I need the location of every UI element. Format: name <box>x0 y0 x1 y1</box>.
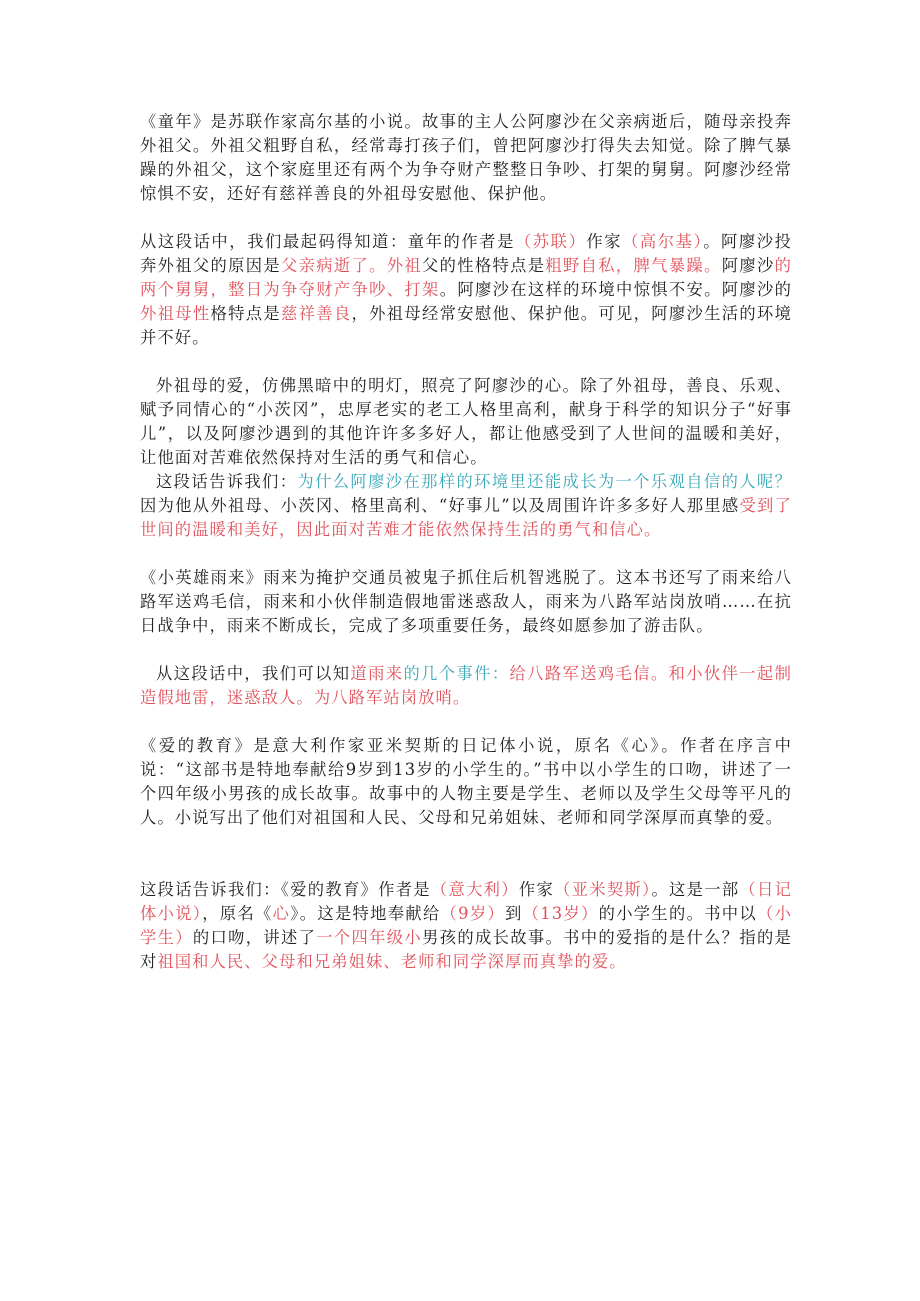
highlight-question: 为什么阿廖沙在那样的环境里还能成长为一个乐观自信的人呢？ <box>297 472 792 491</box>
paragraph-yulai-summary <box>140 566 792 638</box>
highlight-reason: 父亲病逝了。外祖 <box>281 256 423 275</box>
paragraph-education-of-love-analysis <box>140 878 792 974</box>
text-run: ，外祖母经常安慰他、保护他。可见，阿廖沙生活的环境并不好。 <box>140 304 792 347</box>
highlight-love-meaning: 祖国和人民、父母和兄弟姐妹、老师和同学深厚而真挚的爱。 <box>157 952 627 971</box>
text-run: 。这是一部 <box>651 880 740 899</box>
paragraph-childhood-lesson <box>140 470 792 542</box>
highlight-uncles: 的两个舅舅，整日为争夺财产争吵、打架 <box>140 256 792 299</box>
paragraph-yulai-analysis <box>140 662 792 710</box>
paragraph-childhood-analysis <box>140 230 792 350</box>
text-run: 外祖母的爱，仿佛黑暗中的明灯，照亮了阿廖沙的心。除了外祖母，善良、乐观、赋予同情心的“小茨冈”，忠厚老实的老工人格里高利，献身于科学的知识分子“好事儿”，以及阿廖沙遇到的其他许许多多好人，都让他感受到了人世间的温暖和美好，让他面对苦难依然保持对生活的勇气和信心。 <box>140 376 792 467</box>
highlight-author: （亚米契斯） <box>554 880 652 899</box>
highlight-events: 给八路军送鸡毛信。和小伙伴一起制造假地雷，迷惑敌人。为八路军站岗放哨。 <box>140 664 792 707</box>
text-run: 从这段话中，我们最起码得知道：童年的作者是 <box>140 232 515 251</box>
paragraph-childhood-summary <box>140 110 792 206</box>
highlight-grandmother: 外祖母性 <box>140 304 211 323</box>
highlight-country: （苏联） <box>514 232 587 251</box>
text-run: 。阿廖沙在这样的环境中惊惧不安。阿廖沙的 <box>439 280 792 299</box>
text-run: 的口吻，讲述了 <box>192 928 317 947</box>
text-run: 从这段话中，我们可以知 <box>156 664 351 683</box>
text-run: 作家 <box>518 880 555 899</box>
highlight-author: （高尔基） <box>622 232 704 251</box>
highlight-protagonist: 一个四年级小 <box>316 928 423 947</box>
paragraph-education-of-love-summary <box>140 734 792 830</box>
highlight-narrator: （小学生） <box>140 904 792 947</box>
text-run: 格特点是 <box>210 304 282 323</box>
text-run: ，原名《 <box>202 904 273 923</box>
text-run: 到 <box>505 904 523 923</box>
text-run: 》。这是特地奉献给 <box>290 904 441 923</box>
text-run: 这段话告诉我们：《爱的教育》作者是 <box>140 880 431 899</box>
text-run: 《爱的教育》是意大利作家亚米契斯的日记体小说，原名《心》。作者在序言中说：“这部书是特地奉献给9岁到13岁的小学生的。”书中以小学生的口吻，讲述了一个四年级小男孩的成长故事。故事中的人物主要是学生、老师以及学生父母等平凡的人。小说写出了他们对祖国和人民、父母和兄弟姐妹、老师和同学深厚而真挚的爱。 <box>140 736 792 827</box>
text-run: 《童年》是苏联作家高尔基的小说。故事的主人公阿廖沙在父亲病逝后，随母亲投奔外祖父。外祖父粗野自私，经常毒打孩子们，曾把阿廖沙打得失去知觉。除了脾气暴躁的外祖父，这个家庭里还有两个为争夺财产整整日争吵、打架的舅舅。阿廖沙经常惊惧不安，还好有慈祥善良的外祖母安慰他、保护他。 <box>140 112 792 203</box>
highlight-grandmother-traits: 慈祥善良 <box>281 304 352 323</box>
text-run: 阿廖沙 <box>721 256 775 275</box>
highlight-yulai: 道雨来 <box>350 664 404 683</box>
text-run: 。阿廖沙投奔外祖父的原因是 <box>140 232 792 275</box>
highlight-answer: 受到了世间的温暖和美好，因此面对苦难才能依然保持生活的勇气和信心。 <box>140 496 792 539</box>
highlight-age-to: （13岁） <box>522 904 599 923</box>
text-run: 作家 <box>586 232 623 251</box>
highlight-age-from: （9岁） <box>440 904 506 923</box>
text-run: 父的性格特点是 <box>422 256 546 275</box>
highlight-genre: （日记体小说） <box>140 880 792 923</box>
highlight-original-title: 心 <box>272 904 291 923</box>
highlight-country: （意大利） <box>430 880 519 899</box>
text-run: 的小学生的。书中以 <box>598 904 758 923</box>
text-run: 因为他从外祖母、小茨冈、格里高利、“好事儿”以及周围许许多多好人那里感 <box>140 496 740 515</box>
paragraph-grandmother-love <box>140 374 792 470</box>
text-run: 《小英雄雨来》雨来为掩护交通员被鬼子抓住后机智逃脱了。这本书还写了雨来给八路军送鸡毛信，雨来和小伙伴制造假地雷迷惑敌人，雨来为八路军站岗放哨……在抗日战争中，雨来不断成长，完成了多项重要任务，最终如愿参加了游击队。 <box>140 568 792 635</box>
text-run: 这段话告诉我们： <box>156 472 298 491</box>
text-run: 男孩的成长故事。书中的爱指的是什么？指的是对 <box>140 928 792 971</box>
highlight-grandfather-traits: 粗野自私，脾气暴躁。 <box>545 256 722 275</box>
highlight-events-label: 的几个事件： <box>403 664 510 683</box>
